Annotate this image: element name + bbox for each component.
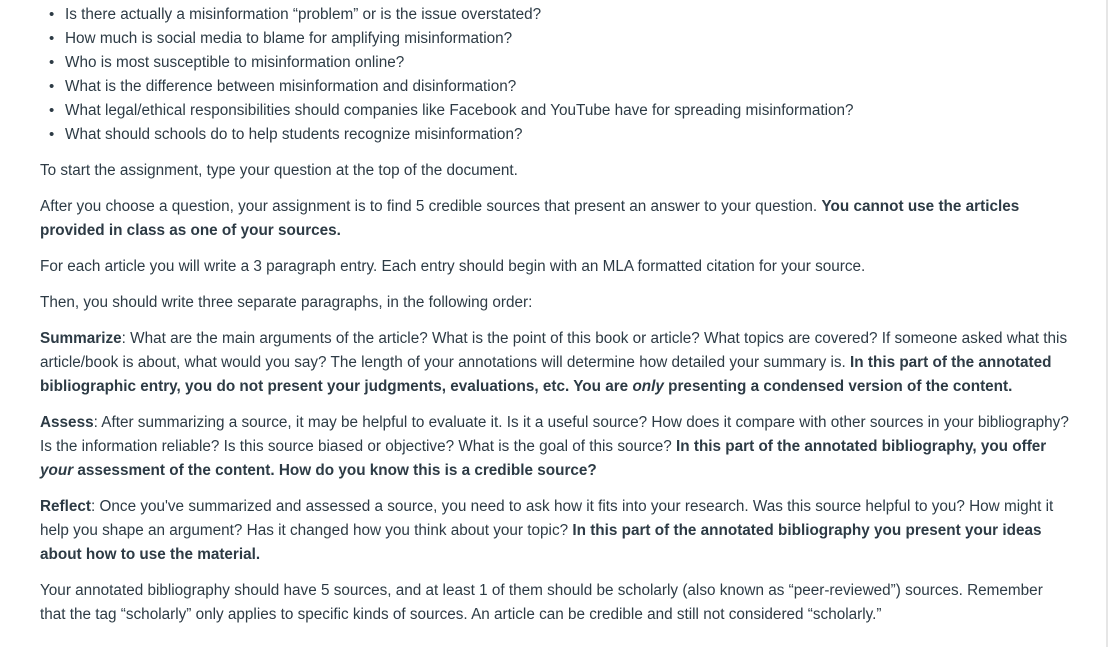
bullet-icon: •	[49, 54, 55, 71]
start-text: To start the assignment, type your question at the top of the document.	[40, 162, 518, 179]
bullet-icon: •	[49, 126, 55, 143]
reflect-paragraph	[40, 495, 1070, 567]
summarize-text: : What are the main arguments of the article? What is the point of this book or article? What topics are covered? If someone asked what this article/book is about, what would you say? The length of your annotations will determine how detailed your summary is.	[40, 330, 1068, 371]
list-item	[49, 27, 1070, 51]
start-paragraph	[40, 159, 1070, 183]
reflect-label: Reflect	[40, 498, 92, 515]
reflect-text: : Once you've summarized and assessed a source, you need to ask how it fits into your research. Was this source helpful to you? How might it help you shape an argument? Has it changed how you think about your topic?	[40, 498, 1054, 539]
assess-bold-part-2: assessment of the content. How do you know this is a credible source?	[73, 462, 597, 479]
choose-bold-text: You cannot use the articles provided in class as one of your sources.	[40, 198, 1020, 239]
summarize-paragraph	[40, 327, 1070, 399]
then-text: Then, you should write three separate paragraphs, in the following order:	[40, 294, 533, 311]
question-text: What is the difference between misinformation and disinformation?	[65, 78, 517, 95]
question-text: Who is most susceptible to misinformation online?	[65, 54, 405, 71]
list-item	[49, 123, 1070, 147]
question-list	[40, 3, 1070, 147]
reflect-bold-text: In this part of the annotated bibliography you present your ideas about how to use the material.	[40, 522, 1042, 563]
question-text: What should schools do to help students recognize misinformation?	[65, 126, 523, 143]
assess-label: Assess	[40, 414, 94, 431]
assess-paragraph	[40, 411, 1070, 483]
assess-bold-part-1: In this part of the annotated bibliography, you offer	[676, 438, 1047, 455]
question-text: Is there actually a misinformation “problem” or is the issue overstated?	[65, 6, 542, 23]
question-text: What legal/ethical responsibilities should companies like Facebook and YouTube have for spreading misinformation?	[65, 102, 854, 119]
bullet-icon: •	[49, 102, 55, 119]
assess-emphasis: your	[40, 462, 74, 479]
assess-text: : After summarizing a source, it may be helpful to evaluate it. Is it a useful source? How does it compare with other sources in your bibliography? Is the information reliable? Is this source biased or objective? What is the goal of this source?	[40, 414, 1069, 455]
final-paragraph	[40, 579, 1070, 627]
summarize-label: Summarize	[40, 330, 122, 347]
assignment-content	[40, 3, 1070, 627]
final-text: Your annotated bibliography should have 5 sources, and at least 1 of them should be scholarly (also known as “peer-reviewed”) sources. Remember that the tag “scholarly” only applies to specific kinds of sources. An article can be credible and still not considered “scholarly.”	[40, 582, 1043, 623]
choose-paragraph	[40, 195, 1070, 243]
then-paragraph	[40, 291, 1070, 315]
bullet-icon: •	[49, 30, 55, 47]
summarize-emphasis: only	[632, 378, 664, 395]
each-article-text: For each article you will write a 3 paragraph entry. Each entry should begin with an MLA formatted citation for your source.	[40, 258, 866, 275]
each-article-paragraph	[40, 255, 1070, 279]
list-item	[49, 75, 1070, 99]
list-item	[49, 99, 1070, 123]
summarize-bold-part-2: presenting a condensed version of the content.	[663, 378, 1013, 395]
bullet-icon: •	[49, 78, 55, 95]
summarize-bold-part-1: In this part of the annotated bibliographic entry, you do not present your judgments, evaluations, etc. You are	[40, 354, 1052, 395]
choose-text: After you choose a question, your assignment is to find 5 credible sources that present an answer to your question.	[40, 198, 822, 215]
bullet-icon: •	[49, 6, 55, 23]
question-text: How much is social media to blame for amplifying misinformation?	[65, 30, 513, 47]
list-item	[49, 51, 1070, 75]
list-item	[49, 3, 1070, 27]
